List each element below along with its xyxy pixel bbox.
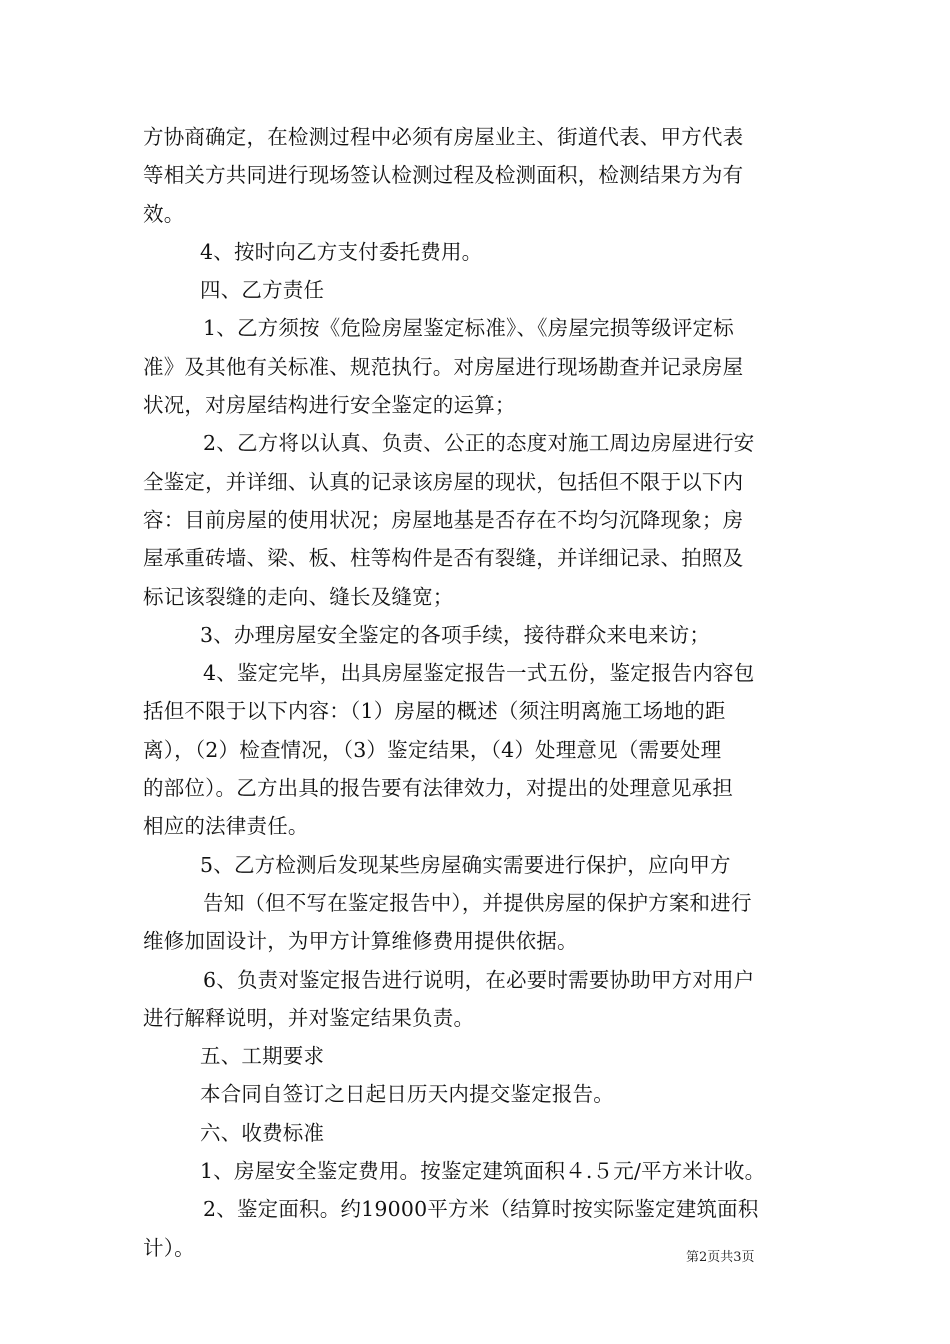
- text-line: 相应的法律责任。: [143, 814, 309, 839]
- text-line: 计）。: [143, 1235, 195, 1260]
- page-number: 第2页共3页: [686, 1250, 755, 1265]
- text-line: 容：目前房屋的使用状况；房屋地基是否存在不均匀沉降现象；房: [143, 507, 744, 532]
- text-line: 维修加固设计，为甲方计算维修费用提供依据。: [143, 929, 578, 954]
- text-line: 四、乙方责任: [200, 278, 325, 303]
- text-line: 1、乙方须按《危险房屋鉴定标准》、《房屋完损等级评定标: [203, 316, 734, 341]
- text-line: 1、房屋安全鉴定费用。按鉴定建筑面积４.５元/平方米计收。: [200, 1159, 766, 1184]
- text-line: 五、工期要求: [200, 1044, 325, 1069]
- text-line: 状况，对房屋结构进行安全鉴定的运算；: [143, 393, 516, 418]
- document-body: [143, 118, 808, 1267]
- text-line: 的部位）。乙方出具的报告要有法律效力，对提出的处理意见承担: [143, 776, 734, 801]
- text-line: 2、鉴定面积。约19000平方米（结算时按实际鉴定建筑面积: [203, 1197, 759, 1222]
- text-line: 5、乙方检测后发现某些房屋确实需要进行保护，应向甲方: [200, 852, 731, 877]
- text-line: 3、办理房屋安全鉴定的各项手续，接待群众来电来访；: [200, 622, 711, 647]
- text-line: 告知（但不写在鉴定报告中），并提供房屋的保护方案和进行: [203, 890, 752, 915]
- text-line: 离），（2）检查情况，（3）鉴定结果，（4）处理意见（需要处理: [143, 737, 722, 762]
- text-line: 方协商确定，在检测过程中必须有房屋业主、街道代表、甲方代表: [143, 125, 744, 149]
- text-line: 括但不限于以下内容：（1）房屋的概述（须注明离施工场地的距: [143, 699, 726, 724]
- text-line: 4、按时向乙方支付委托费用。: [200, 239, 483, 264]
- text-line: 6、负责对鉴定报告进行说明，在必要时需要协助甲方对用户: [203, 967, 755, 992]
- text-line: 4、鉴定完毕，出具房屋鉴定报告一式五份，鉴定报告内容包: [203, 661, 755, 686]
- text-line: 屋承重砖墙、梁、板、柱等构件是否有裂缝，并详细记录、拍照及: [143, 546, 744, 571]
- text-line: 六、收费标准: [200, 1120, 325, 1145]
- text-line: 进行解释说明，并对鉴定结果负责。: [143, 1005, 475, 1030]
- text-line: 2、乙方将以认真、负责、公正的态度对施工周边房屋进行安: [203, 431, 755, 456]
- text-line: 标记该裂缝的走向、缝长及缝宽；: [143, 584, 454, 609]
- text-line: 全鉴定，并详细、认真的记录该房屋的现状，包括但不限于以下内: [143, 469, 744, 494]
- text-line: 本合同自签订之日起日历天内提交鉴定报告。: [200, 1082, 614, 1107]
- text-line: 准》及其他有关标准、规范执行。对房屋进行现场勘查并记录房屋: [143, 354, 744, 379]
- text-line: 效。: [143, 201, 185, 226]
- text-line: 等相关方共同进行现场签认检测过程及检测面积，检测结果方为有: [143, 163, 744, 188]
